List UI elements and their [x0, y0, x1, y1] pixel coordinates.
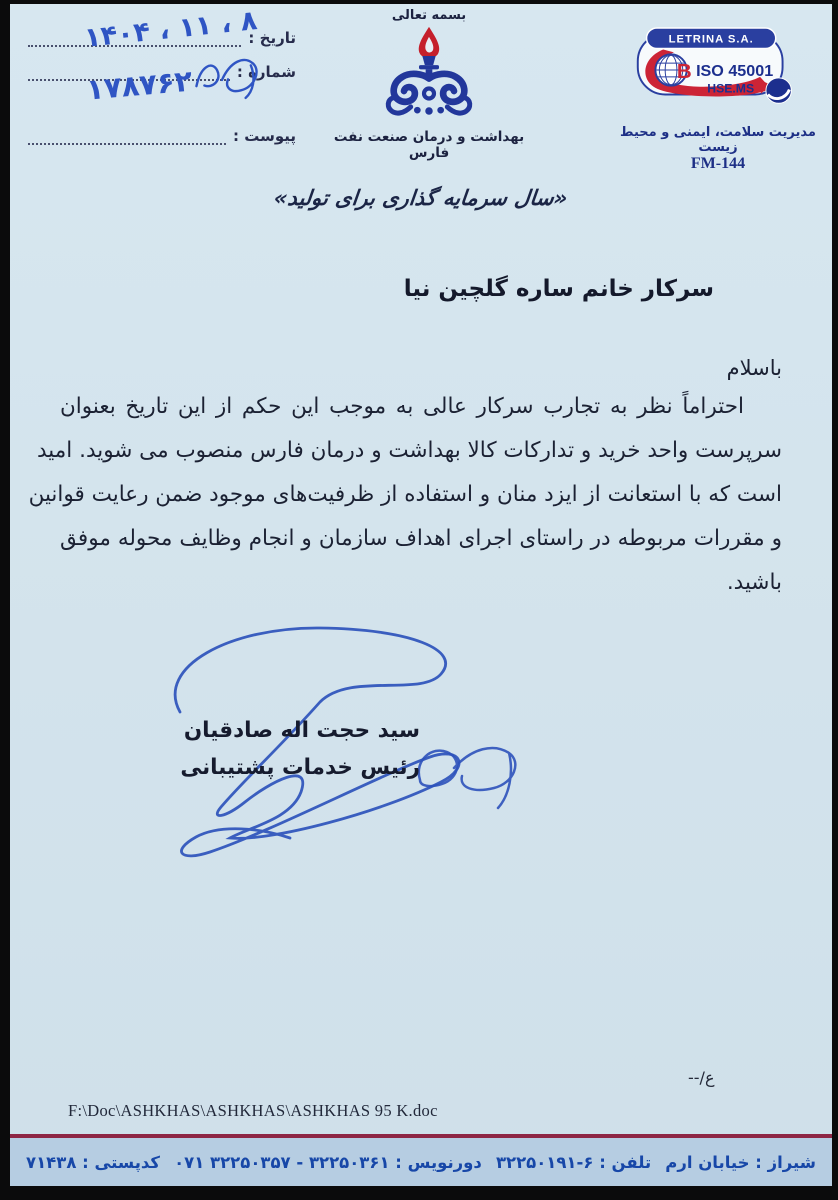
attachment-dotted-line — [28, 126, 226, 145]
certification-block — [612, 26, 824, 173]
signature-initials-scribble — [412, 736, 540, 820]
center-letterhead — [324, 8, 534, 161]
footer-contact-band — [10, 1134, 832, 1186]
addressee-line: سرکار خانم ساره گلچین نیا — [403, 276, 714, 302]
footer-address: شیراز : خیابان ارم — [665, 1152, 816, 1172]
date-label: تاریخ : — [248, 29, 296, 47]
organization-name: بهداشت و درمان صنعت نفت فارس — [333, 129, 525, 161]
cert-standard-text: ISO 45001 — [696, 61, 774, 80]
salutation-line: باسلام — [726, 356, 782, 380]
hse-caption: مدیریت سلامت، ایمنی و محیط زیست — [620, 125, 816, 155]
footer-phone: تلفن : ۶-۳۲۲۵۰۱۹۱ — [495, 1152, 652, 1172]
handwritten-date: ۱۴۰۴ ، ۱۱ ، ۸ — [82, 5, 259, 54]
cert-cb-mark-text: B — [676, 59, 692, 83]
body-line: است که با استعانت از ایزد منان و استفاده از ظرفیت‌های موجود ضمن رعایت قوانین — [28, 482, 782, 507]
secretary-ref-mark: ع/-- — [688, 1068, 715, 1087]
body-line: و مقررات مربوطه در راستای اجرای اهداف سازمان و انجام وظایف محوله موفق — [60, 526, 782, 551]
form-code: FM-144 — [690, 155, 746, 172]
slogan-wrap — [10, 186, 832, 210]
body-line: باشید. — [726, 570, 782, 595]
body-line: احتراماً نظر به تجارب سرکار عالی به موجب این حکم از این تاریخ بعنوان — [60, 394, 744, 419]
document-file-path: F:\Doc\ASHKHAS\ASHKHAS\ASHKHAS 95 K.doc — [68, 1101, 438, 1120]
number-label: شماره : — [236, 63, 296, 81]
letter-paper — [10, 4, 832, 1186]
handwritten-number — [84, 50, 266, 113]
attachment-label: پیوست : — [232, 127, 296, 145]
cert-system-text: HSE.MS — [707, 81, 755, 96]
handwritten-number-digits: ۱۷۸۷۶۲ — [84, 63, 194, 107]
attachment-row — [28, 126, 296, 145]
signer-title: رئیس خدمات پشتیبانی — [180, 755, 420, 780]
bismillah-text: بسمه تعالی — [391, 8, 467, 23]
year-slogan: «سال سرمایه گذاری برای تولید» — [273, 186, 569, 210]
body-line: سرپرست واحد خرید و تدارکات کالا بهداشت و درمان فارس منصوب می شوید. امید — [37, 438, 782, 463]
iso-45001-certification-logo-icon — [629, 26, 807, 116]
letter-body — [28, 394, 782, 614]
footer-fax: دورنویس : ۳۲۲۵۰۳۶۱ - ۳۲۲۵۰۳۵۷ ۰۷۱ — [174, 1152, 482, 1172]
nioc-flame-logo-icon — [379, 25, 479, 127]
handwritten-scribble — [190, 50, 266, 104]
footer-postal-code: کدپستی : ۷۱۴۳۸ — [26, 1152, 161, 1172]
signer-name: سید حجت اله صادقیان — [183, 718, 420, 743]
cert-company-text: LETRINA S.A. — [668, 33, 754, 46]
